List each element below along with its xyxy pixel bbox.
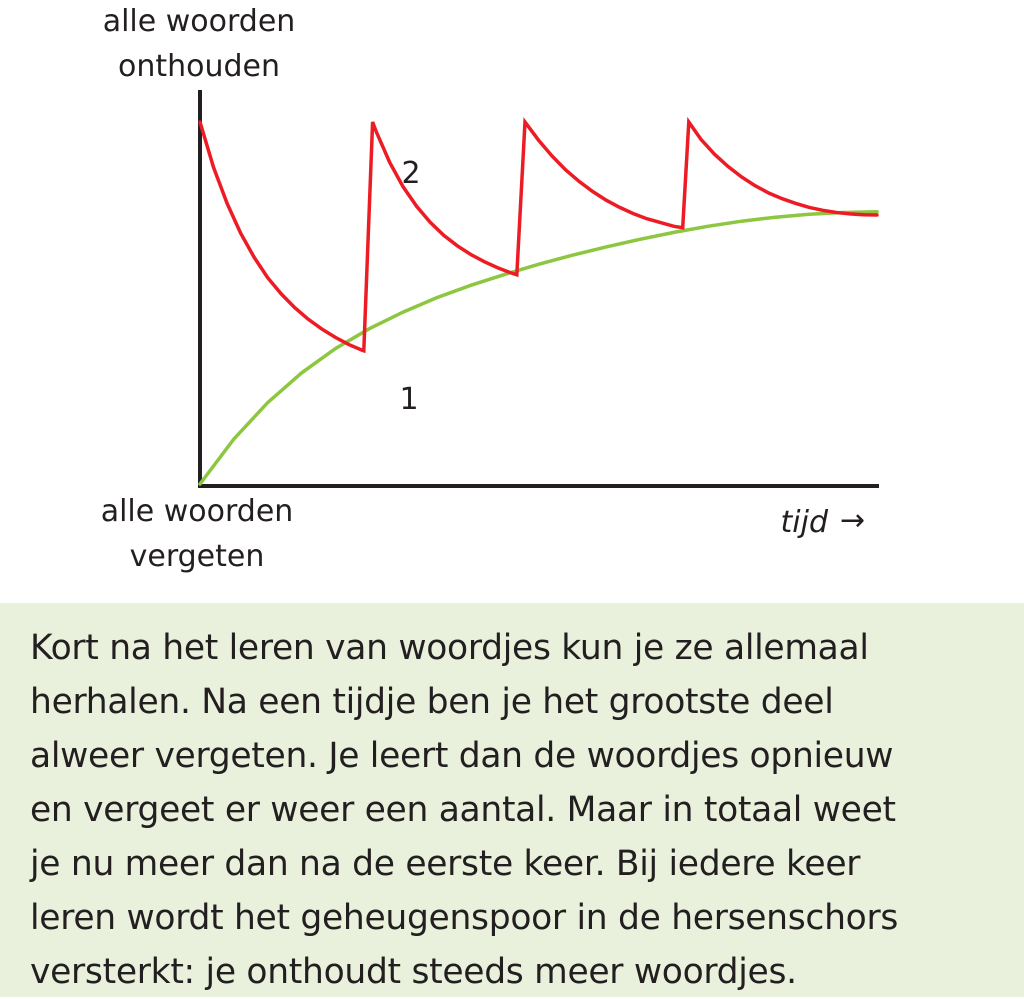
axes — [198, 90, 879, 488]
series-line-2 — [200, 122, 877, 351]
caption-text: Kort na het leren van woordjes kun je ze allemaal herhalen. Na een tijdje ben je het grootste deel alweer vergeten. Je leert dan de woordjes opnieuw en vergeet er weer een aantal. Maar in totaal weet je nu meer dan na de eerste keer. Bij iedere keer leren wordt het geheugenspoor in de hersenschors versterkt: je onthoudt steeds meer woordjes. — [30, 628, 899, 992]
curve-label-1: 1 — [399, 382, 419, 417]
x-axis-label: tijd — [780, 505, 828, 540]
series-line-1 — [200, 212, 877, 484]
series — [200, 122, 877, 484]
caption-box — [0, 603, 1024, 997]
y-top-label: alle woorden onthouden — [102, 4, 296, 84]
curve-label-2: 2 — [401, 156, 421, 191]
labels — [101, 4, 865, 574]
y-bottom-label: alle woorden vergeten — [100, 494, 294, 574]
x-axis-arrow: → — [840, 503, 866, 538]
